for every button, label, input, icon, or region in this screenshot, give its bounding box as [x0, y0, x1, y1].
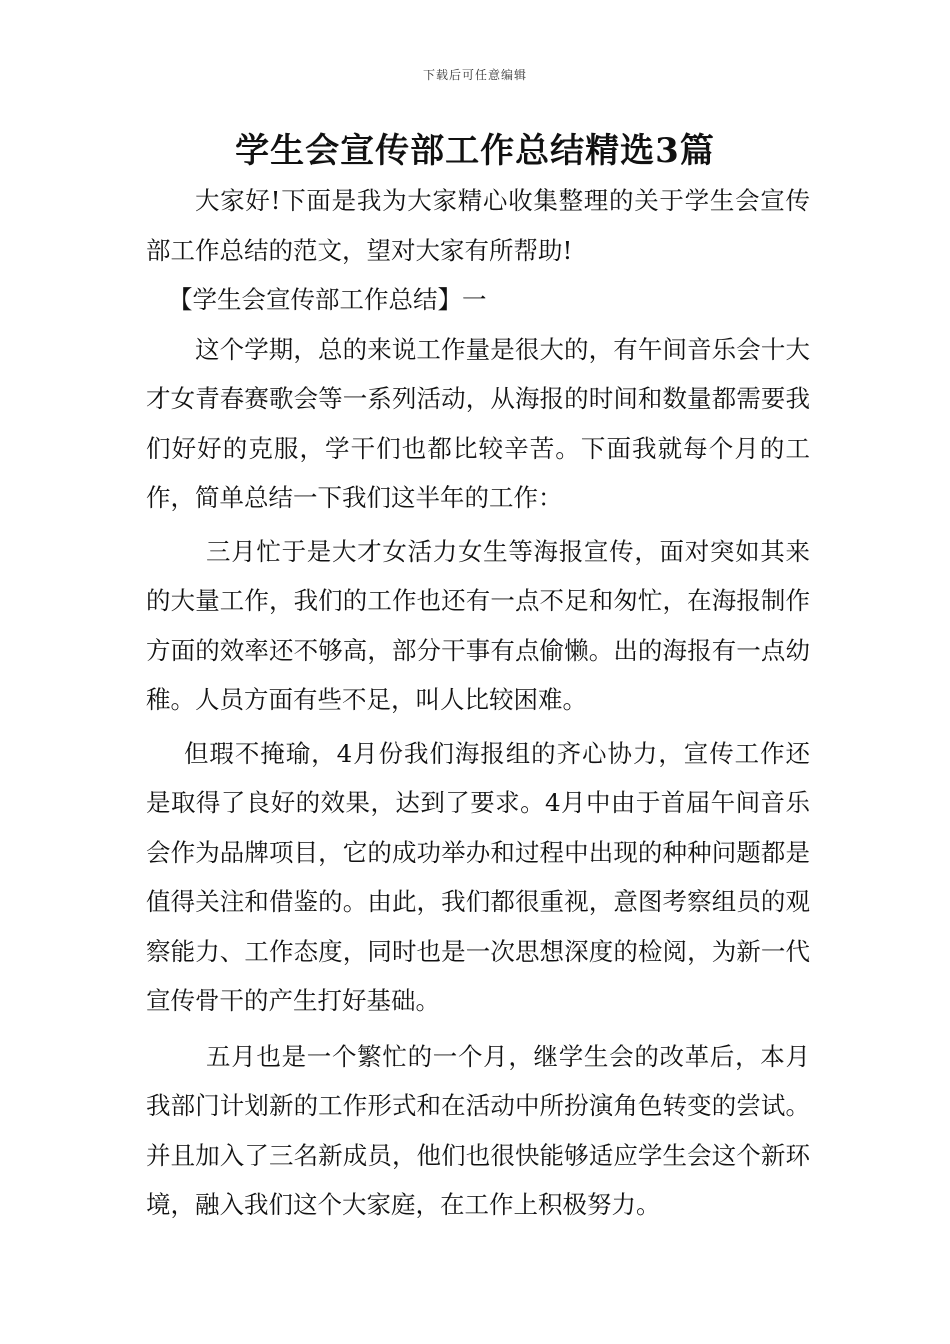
document-title: 学生会宣传部工作总结精选3篇 [235, 131, 715, 171]
section-heading: 【学生会宣传部工作总结】一 [168, 285, 487, 314]
body-paragraph-april: 但瑕不掩瑜，4月份我们海报组的齐心协力，宣传工作还是取得了良好的效果，达到了要求。4月中由于首届午间音乐会作为品牌项目，它的成功举办和过程中出现的种种问题都是值得关注和借鉴的。由此，我们都很重视，意图考察组员的观察能力、工作态度，同时也是一次思想深度的检阅，为新一代宣传骨干的产生打好基础。 [146, 738, 810, 1015]
intro-paragraph: 大家好!下面是我为大家精心收集整理的关于学生会宣传部工作总结的范文，望对大家有所帮助! [146, 186, 810, 265]
body-paragraph-may: 五月也是一个繁忙的一个月，继学生会的改革后，本月我部门计划新的工作形式和在活动中所扮演角色转变的尝试。并且加入了三名新成员，他们也很快能够适应学生会这个新环境，融入我们这个大家庭，在工作上积极努力。 [146, 1041, 810, 1219]
body-paragraph-march: 三月忙于是大才女活力女生等海报宣传，面对突如其来的大量工作，我们的工作也还有一点不足和匆忙，在海报制作方面的效率还不够高，部分干事有点偷懒。出的海报有一点幼稚。人员方面有些不足，叫人比较困难。 [146, 536, 810, 714]
document-body [146, 176, 810, 1230]
header-note: 下载后可任意编辑 [422, 68, 527, 82]
body-paragraph-overview: 这个学期，总的来说工作量是很大的，有午间音乐会十大才女青春赛歌会等一系列活动，从海报的时间和数量都需要我们好好的克服，学干们也都比较辛苦。下面我就每个月的工作，简单总结一下我们这半年的工作： [146, 334, 810, 512]
